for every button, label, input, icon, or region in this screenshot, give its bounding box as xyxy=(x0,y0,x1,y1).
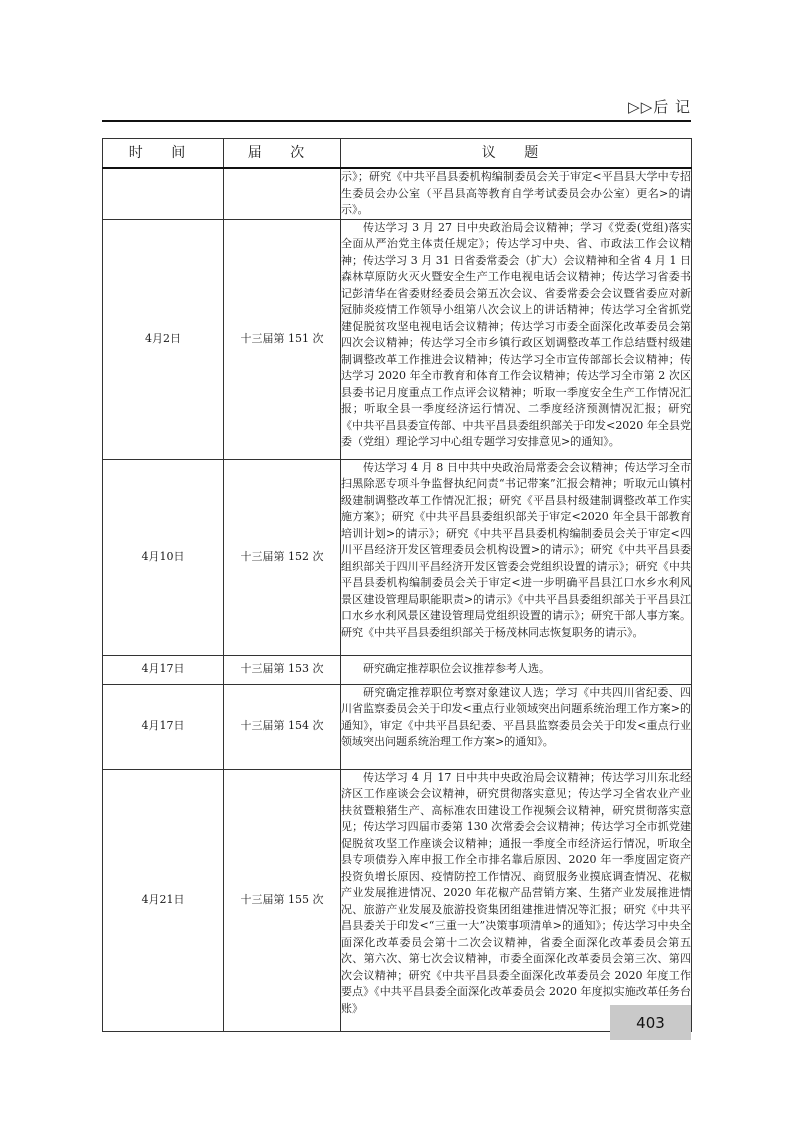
row-topic-text: 传达学习 4 月 17 日中共中央政治局会议精神；传达学习川东北经济区工作座谈会会议精神，研究贯彻落实意见；传达学习全省农业产业扶贫暨粮猪生产、高标准农田建设工作视频会议精神，研究贯彻落实意见；传达学习四届市委第 130 次常委会会议精神；传达学习全市抓党建促脱贫攻坚工作座谈会议精神；通报一季度全市经济运行情况，听取全县专项债券入库申报工作全市排名靠后原因、2020 年一季度固定资产投资负增长原因、疫情防控工作情况、商贸服务业摸底调查情况、花椒产业发展推进情况、2020 年花椒产品营销方案、生猪产业发展推进情况、旅游产业发展及旅游投资集团组建推进情况等汇报；研究《中共平昌县委关于印发<“三重一大”决策事项清单>的通知》；传达学习中央全面深化改革委员会第十二次会议精神，省委全面深化改革委员会第五次、第六次、第七次会议精神，市委全面深化改革委员会第三次、第四次会议精神；研究《中共平昌县委全面深化改革委员会 2020 年度工作要点》《中共平昌县委全面深化改革委员会 2020 年度拟实施改革任务台账》 xyxy=(341,770,691,1015)
row-date: 4月21日 xyxy=(103,769,224,1031)
table-row xyxy=(103,168,692,219)
column-header-topic: 议 题 xyxy=(341,139,692,169)
row-date: 4月2日 xyxy=(103,219,224,459)
row-session: 十三届第 151 次 xyxy=(224,219,341,459)
row-topic xyxy=(341,769,692,1031)
table-row xyxy=(103,655,692,684)
page-number: 403 xyxy=(610,1005,691,1040)
row-date: 4月17日 xyxy=(103,655,224,684)
section-title: ▷▷后 记 xyxy=(628,98,691,116)
column-header-time: 时 间 xyxy=(103,139,224,169)
row-topic-text: 研究确定推荐职位考察对象建议人选；学习《中共四川省纪委、四川省监察委员会关于印发<重点行业领域突出问题系统治理工作方案>的通知》，审定《中共平昌县纪委、平昌县监察委员会关于印发<重点行业领域突出问题系统治理工作方案>的通知》。 xyxy=(341,685,691,748)
row-topic-text: 传达学习 3 月 27 日中央政治局会议精神；学习《党委(党组)落实全面从严治党主体责任规定》；传达学习中央、省、市政法工作会议精神；传达学习 3 月 31 日省委常委会（扩大）会议精神和全省 4 月 1 日森林草原防火灭火暨安全生产工作电视电话会议精神；传达学习省委书记彭清华在省委财经委员会第五次会议、省委常委会会议暨省委应对新冠肺炎疫情工作领导小组第八次会议上的讲话精神；传达学习全省抓党建促脱贫攻坚电视电话会议精神；传达学习市委全面深化改革委员会第四次会议精神；传达学习全市乡镇行政区划调整改革工作总结暨村级建制调整改革工作推进会议精神；传达学习全市宣传部部长会议精神；传达学习 2020 年全市教育和体育工作会议精神；传达学习全市第 2 次区县委书记月度重点工作点评会议精神；听取一季度安全生产工作情况汇报；听取全县一季度经济运行情况、二季度经济预测情况汇报；研究《中共平昌县委宣传部、中共平昌县委组织部关于印发<2020 年全县党委（党组）理论学习中心组专题学习安排意见>的通知》。 xyxy=(341,220,691,448)
column-header-session: 届 次 xyxy=(224,139,341,169)
row-session: 十三届第 153 次 xyxy=(224,655,341,684)
table-row xyxy=(103,684,692,769)
table-row xyxy=(103,219,692,459)
table-header-row xyxy=(103,139,692,169)
row-topic xyxy=(341,219,692,459)
table-row xyxy=(103,769,692,1031)
row-date: 4月10日 xyxy=(103,459,224,655)
row-topic-text: 示》；研究《中共平昌县委机构编制委员会关于审定<平昌县大学中专招生委员会办公室（平昌县高等教育自学考试委员会办公室）更名>的请示》。 xyxy=(341,170,691,216)
row-session: 十三届第 155 次 xyxy=(224,769,341,1031)
row-session: 十三届第 152 次 xyxy=(224,459,341,655)
row-topic xyxy=(341,459,692,655)
row-date: 4月17日 xyxy=(103,684,224,769)
row-session xyxy=(224,168,341,219)
row-topic xyxy=(341,168,692,219)
row-date xyxy=(103,168,224,219)
row-topic xyxy=(341,655,692,684)
row-topic-text: 研究确定推荐职位会议推荐参考人选。 xyxy=(363,662,550,676)
table-row xyxy=(103,459,692,655)
header-rule xyxy=(102,120,691,122)
row-topic-text: 传达学习 4 月 8 日中共中央政治局常委会会议精神；传达学习全市扫黑除恶专项斗争监督执纪问责“书记带案”汇报会精神；听取元山镇村级建制调整改革工作情况汇报；研究《平昌县村级建制调整改革工作实施方案》；研究《中共平昌县委组织部关于审定<2020 年全县干部教育培训计划>的请示》；研究《中共平昌县委机构编制委员会关于审定<四川平昌经济开发区管理委员会机构设置>的请示》；研究《中共平昌县委组织部关于四川平昌经济开发区管委会党组织设置的请示》；研究《中共平昌县委机构编制委员会关于审定<进一步明确平昌县江口水乡水利风景区建设管理局职能职责>的请示》《中共平昌县委组织部关于平昌县江口水乡水利风景区建设管理局党组织设置的请示》；研究干部人事方案。研究《中共平昌县委组织部关于杨茂林同志恢复职务的请示》。 xyxy=(341,460,691,639)
row-topic xyxy=(341,684,692,769)
meeting-minutes-table xyxy=(102,138,692,1032)
row-session: 十三届第 154 次 xyxy=(224,684,341,769)
